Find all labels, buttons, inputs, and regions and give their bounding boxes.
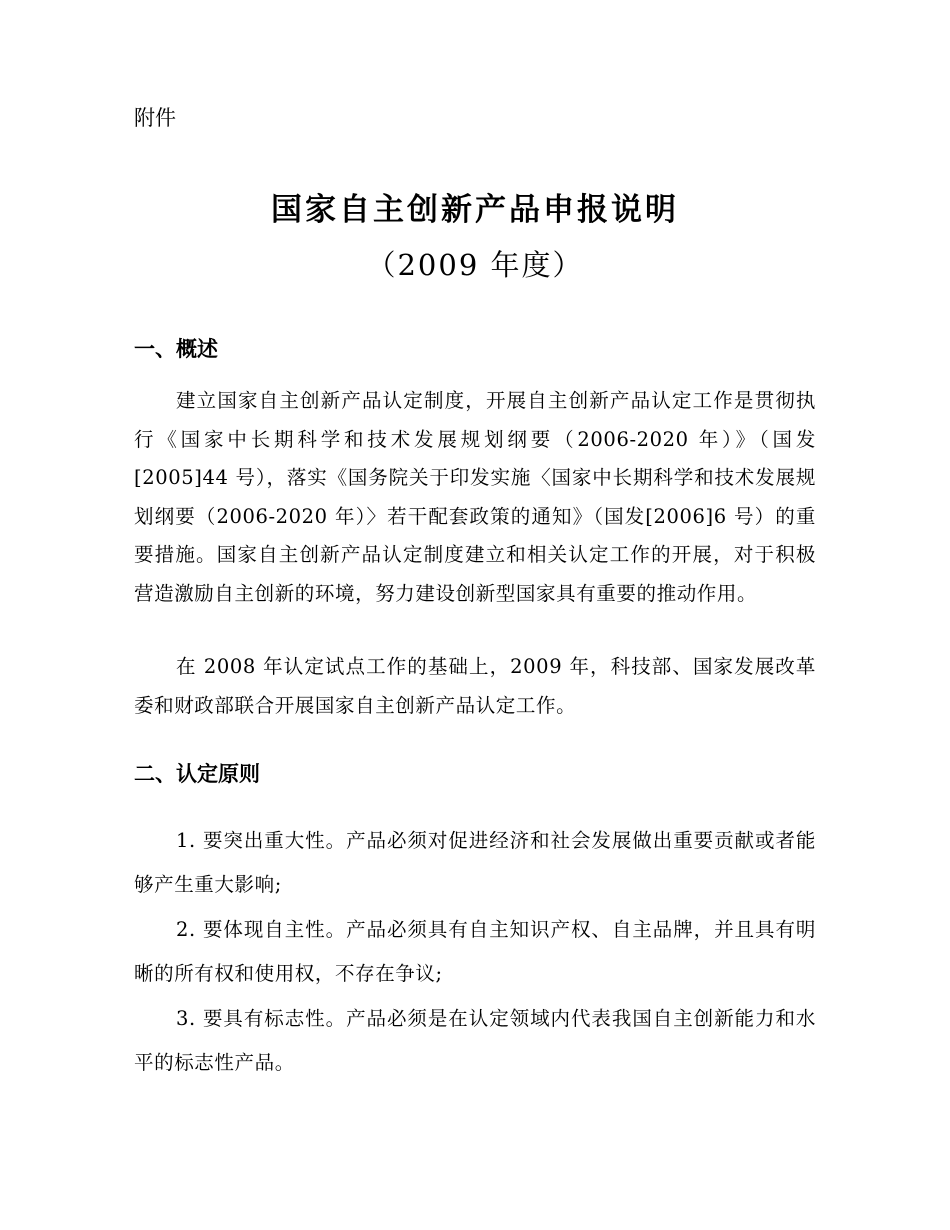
overview-paragraph-2: 在 2008 年认定试点工作的基础上，2009 年，科技部、国家发展改革委和财政部联合开展国家自主创新产品认定工作。	[134, 655, 816, 717]
document-title: 国家自主创新产品申报说明	[271, 192, 679, 228]
section-heading-overview: 一、概述	[134, 337, 218, 361]
principles-list	[134, 819, 816, 1086]
section-heading-principles: 二、认定原则	[134, 762, 260, 786]
attachment-label: 附件	[134, 106, 176, 130]
document-subtitle: （2009 年度）	[366, 248, 584, 282]
list-item: 2. 要体现自主性。产品必须具有自主知识产权、自主品牌，并且具有明晰的所有权和使用权，不存在争议;	[134, 918, 816, 985]
overview-paragraph-1: 建立国家自主创新产品认定制度，开展自主创新产品认定工作是贯彻执行《国家中长期科学和技术发展规划纲要（2006-2020 年）》（国发[2005]44 号），落实《国务院关于印发实施〈国家中长期科学和技术发展规划纲要（2006-2020 年）〉若干配套政策的通知》（国发[2006]6 号）的重要措施。国家自主创新产品认定制度建立和相关认定工作的开展，对于积极营造激励自主创新的环境，努力建设创新型国家具有重要的推动作用。	[134, 389, 816, 605]
list-item: 3. 要具有标志性。产品必须是在认定领域内代表我国自主创新能力和水平的标志性产品。	[134, 1007, 816, 1074]
list-item: 1. 要突出重大性。产品必须对促进经济和社会发展做出重要贡献或者能够产生重大影响;	[134, 829, 816, 896]
